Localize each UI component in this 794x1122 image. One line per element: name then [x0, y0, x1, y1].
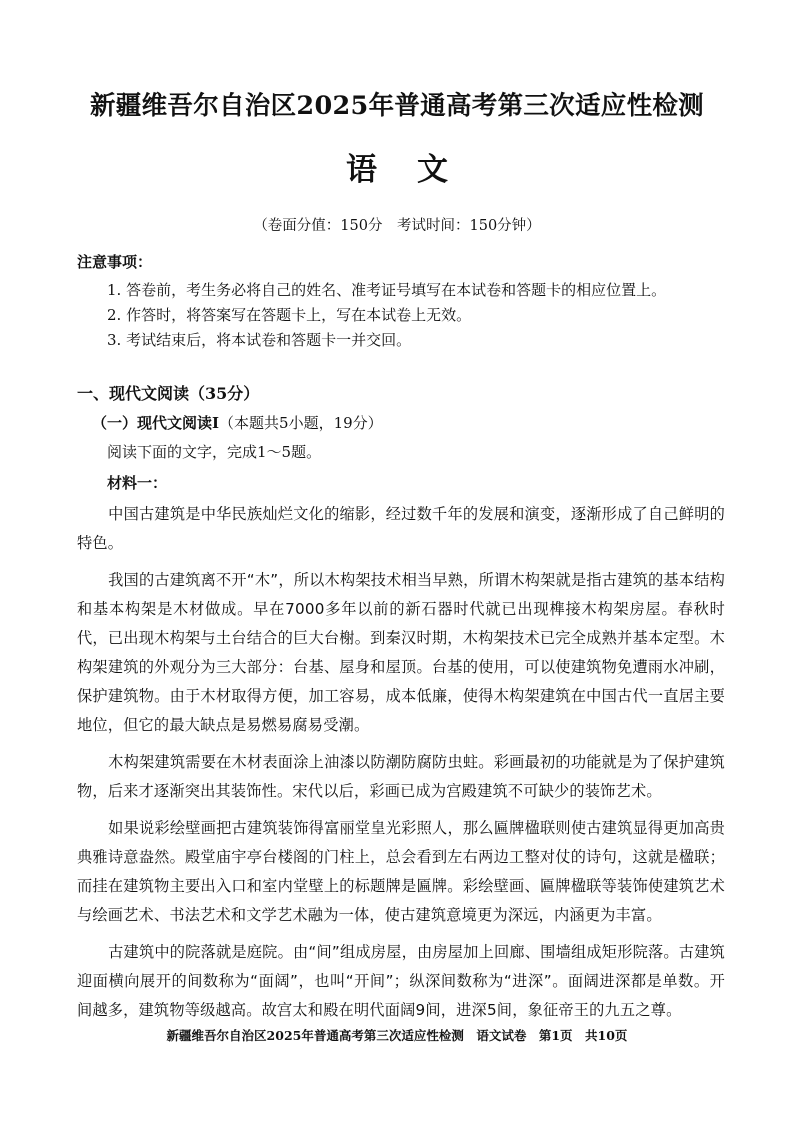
notice-item: 1. 答卷前，考生务必将自己的姓名、准考证号填写在本试卷和答题卡的相应位置上。 [107, 281, 667, 299]
page-footer: 新疆维吾尔自治区2025年普通高考第三次适应性检测 语文试卷 第1页 共10页 [166, 1028, 628, 1043]
notice-item: 3. 考试结束后，将本试卷和答题卡一并交回。 [107, 331, 412, 349]
subject-title: 语文 [346, 152, 488, 188]
material-body [77, 500, 725, 1033]
notice-heading: 注意事项： [77, 253, 153, 271]
sub-section-title: （一）现代文阅读Ⅰ [92, 414, 220, 432]
exam-meta: （卷面分值：150分 考试时间：150分钟） [253, 218, 541, 234]
paragraph: 如果说彩绘壁画把古建筑装饰得富丽堂皇光彩照人，那么匾牌楹联则使古建筑显得更加高贵典雅诗意盎然。殿堂庙宇亭台楼阁的门柱上，总会看到左右两边工整对仗的诗句，这就是楹联；而挂在建筑物主要出入口和室内堂壁上的标题牌是匾牌。彩绘壁画、匾牌楹联等装饰使建筑艺术与绘画艺术、书法艺术和文学艺术融为一体，使古建筑意境更为深远，内涵更为丰富。 [77, 819, 725, 924]
reading-instruction: 阅读下面的文字，完成1～5题。 [107, 443, 322, 461]
material-label: 材料一： [107, 474, 168, 492]
paragraph: 古建筑中的院落就是庭院。由“间”组成房屋，由房屋加上回廊、围墙组成矩形院落。古建筑迎面横向展开的间数称为“面阔”，也叫“开间”；纵深间数称为“进深”。面阔进深都是单数。开间越多，建筑物等级越高。故宫太和殿在明代面阔9间，进深5间，象征帝王的九五之尊。 [77, 943, 725, 1019]
paragraph: 中国古建筑是中华民族灿烂文化的缩影，经过数千年的发展和演变，逐渐形成了自己鲜明的特色。 [77, 505, 725, 552]
sub-section-heading [92, 412, 383, 433]
notice-list [107, 278, 666, 353]
sub-section-note: （本题共5小题，19分） [219, 414, 383, 432]
section-heading: 一、现代文阅读（35分） [77, 384, 260, 403]
exam-title: 新疆维吾尔自治区2025年普通高考第三次适应性检测 [90, 91, 704, 121]
notice-item: 2. 作答时，将答案写在答题卡上，写在本试卷上无效。 [107, 306, 472, 324]
paragraph: 木构架建筑需要在木材表面涂上油漆以防潮防腐防虫蛀。彩画最初的功能就是为了保护建筑物，后来才逐渐突出其装饰性。宋代以后，彩画已成为宫殿建筑不可缺少的装饰艺术。 [77, 753, 725, 800]
paragraph: 我国的古建筑离不开“木”，所以木构架技术相当早熟，所谓木构架就是指古建筑的基本结构和基本构架是木材做成。早在7000多年以前的新石器时代就已出现榫接木构架房屋。春秋时代，已出现木构架与土台结合的巨大台榭。到秦汉时期，木构架技术已完全成熟并基本定型。木构架建筑的外观分为三大部分：台基、屋身和屋顶。台基的使用，可以使建筑物免遭雨水冲刷，保护建筑物。由于木材取得方便，加工容易，成本低廉，使得木构架建筑在中国古代一直居主要地位，但它的最大缺点是易燃易腐易受潮。 [77, 571, 725, 734]
